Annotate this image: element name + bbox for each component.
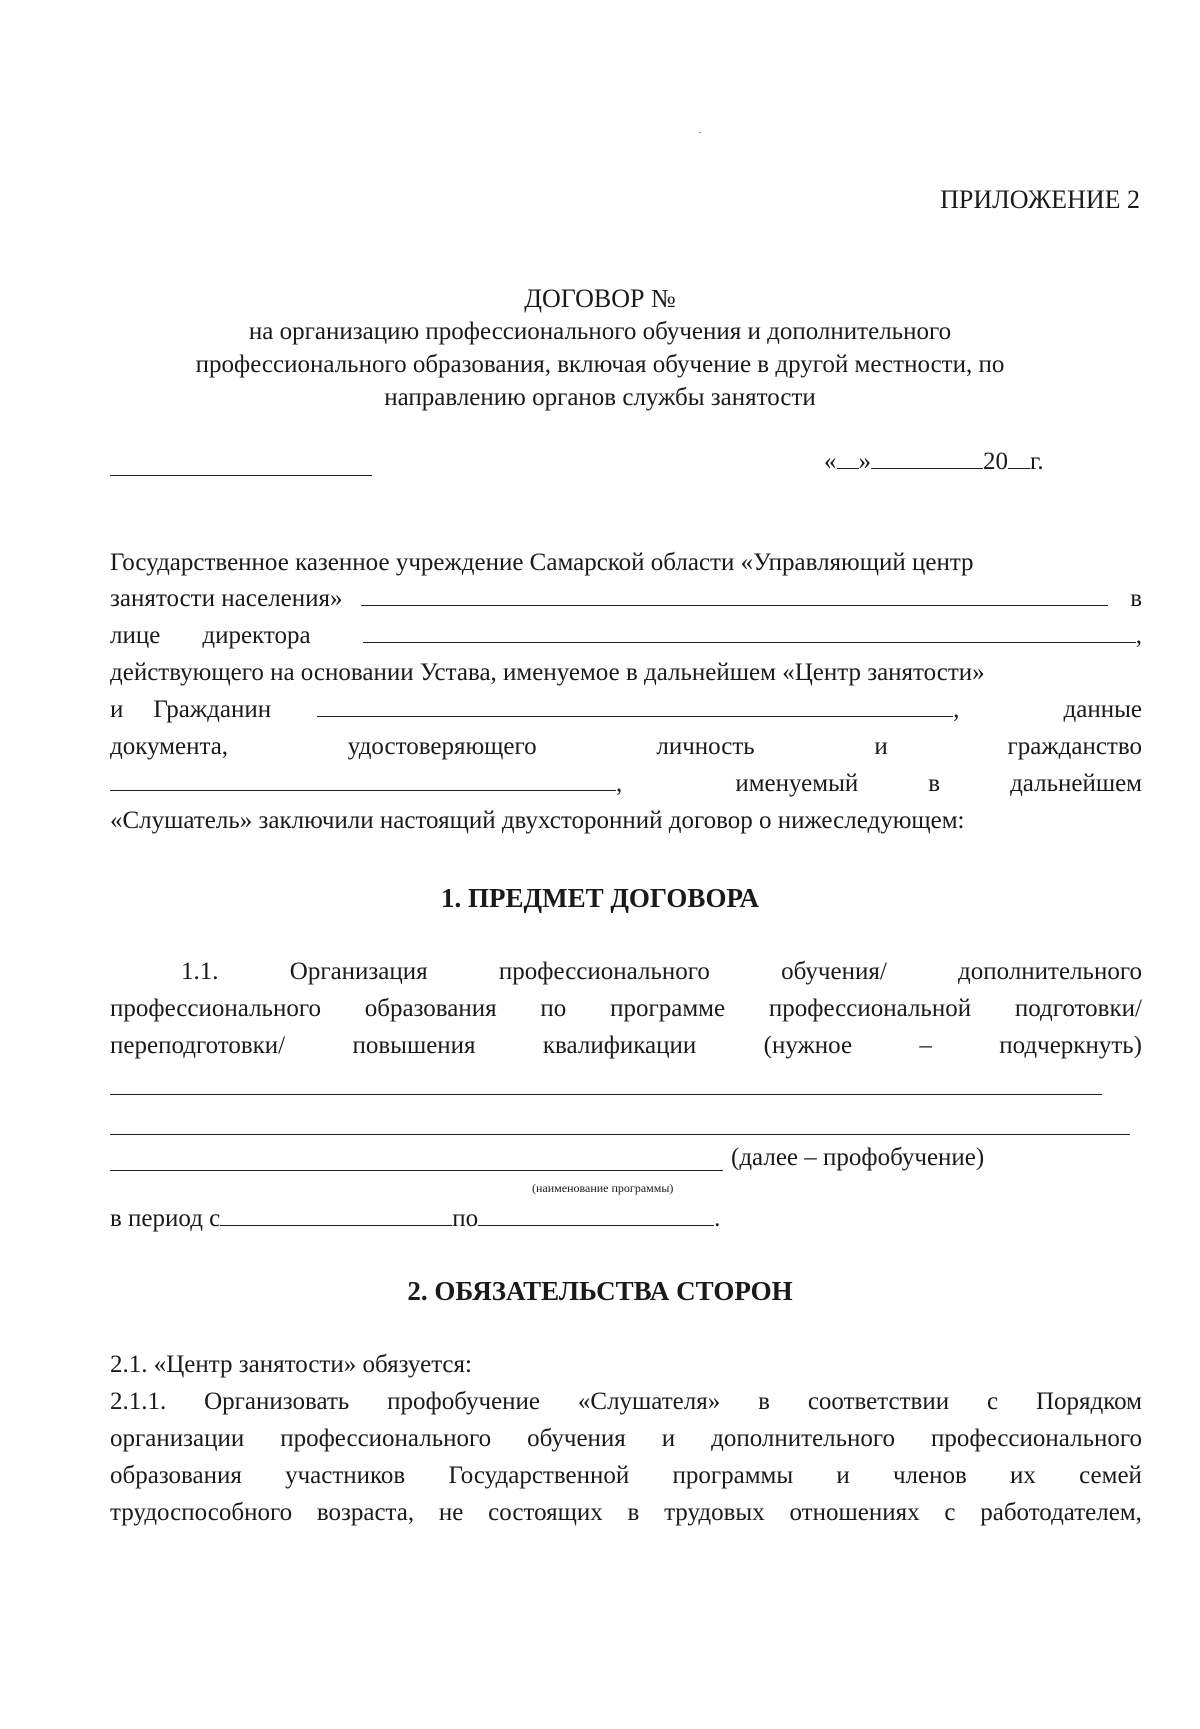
director-name-blank[interactable] [363,624,1136,643]
clause-text: подчеркнуть) [999,1032,1142,1059]
clause-text: обучения [527,1425,626,1452]
preamble-text: и [110,696,124,723]
period-line [110,1205,720,1233]
clause-text: работодателем, [980,1499,1142,1526]
period-from-label: в период с [110,1205,221,1232]
date-line [824,448,1044,476]
preamble-text: личность [656,733,755,760]
clause-2-1-1-line-4 [110,1499,1142,1527]
hereinafter-training-label: (далее – профобучение) [731,1144,985,1171]
clause-text: образования [364,995,497,1022]
preamble-line-1 [110,549,1142,577]
preamble-text: занятости населения» [110,585,343,612]
program-name-blank-1[interactable] [110,1094,1102,1095]
clause-text: квалификации [542,1032,697,1059]
clause-text: с [986,1388,999,1415]
preamble-line-8 [110,807,1142,835]
period-start-blank[interactable] [220,1207,452,1226]
month-blank[interactable] [871,450,983,469]
clause-text: и [836,1462,850,1489]
scan-speck [699,132,701,133]
clause-text: членов [892,1462,967,1489]
year-suffix: г. [1030,448,1044,475]
preamble-line-5 [110,696,1142,724]
clause-text: состоящих [488,1499,603,1526]
clause-text: образования [110,1462,242,1489]
preamble-line-6 [110,733,1142,761]
preamble-text: лице [110,622,161,649]
date-close-quote: » [858,448,871,475]
clause-text: по [540,995,567,1022]
clause-1-1-line-2 [110,995,1142,1023]
preamble-line-7 [110,770,1142,798]
clause-text: программе [610,995,726,1022]
date-open-quote: « [824,448,837,475]
clause-1-1-line-1 [181,958,1142,986]
clause-1-1-line-3 [110,1032,1142,1060]
preamble-line-3 [110,622,1142,650]
preamble-text: Государственное казенное учреждение Самарской области «Управляющий центр [110,549,974,576]
clause-text: профессионального [280,1425,492,1452]
clause-text: семей [1079,1462,1142,1489]
clause-text: в [627,1499,640,1526]
preamble-text: действующего на основании Устава, именуемое в дальнейшем «Центр занятости» [110,659,985,686]
preamble-text: директора [202,622,311,649]
clause-text: трудоспособного [110,1499,293,1526]
section-1-heading: 1. ПРЕДМЕТ ДОГОВОРА [441,883,759,913]
clause-text: Порядком [1035,1388,1142,1415]
clause-text: (нужное [763,1032,853,1059]
clause-text: профессиональной [768,995,972,1022]
clause-text: участников [285,1462,406,1489]
year-prefix: 20 [983,448,1008,475]
citizenship-blank[interactable] [110,772,616,791]
preamble-text: и [874,733,888,760]
section-2-heading: 2. ОБЯЗАТЕЛЬСТВА СТОРОН [407,1276,793,1306]
clause-text: профессионального [110,995,321,1022]
clause-text: Организация [289,958,428,985]
preamble-text: гражданство [1007,733,1142,760]
preamble-text: дальнейшем [1010,770,1142,797]
clause-text: 1.1. [181,958,219,985]
clause-text: трудовых [664,1499,765,1526]
contract-subtitle-line-1: на организацию профессионального обучения и дополнительного [248,318,952,345]
clause-text: 2.1.1. [110,1388,167,1415]
preamble-text: , [1135,622,1142,649]
preamble-text: , [616,770,623,797]
preamble-text: именуемый [735,770,859,797]
preamble-text: документа, [110,733,229,760]
clause-text: дополнительного [711,1425,896,1452]
clause-text: – [919,1032,932,1059]
clause-text: профессионального [931,1425,1142,1452]
clause-text: с [944,1499,956,1526]
clause-text: обучения/ [781,958,887,985]
clause-text: возраста, [316,1499,415,1526]
preamble-text: удостоверяющего [347,733,537,760]
clause-text: организации [110,1425,245,1452]
clause-text: Государственной [448,1462,630,1489]
clause-2-1: 2.1. «Центр занятости» обязуется: [110,1351,472,1378]
clause-text: не [438,1499,464,1526]
clause-text: и [661,1425,676,1452]
employment-center-blank[interactable] [361,587,1109,606]
contract-subtitle-line-2: профессионального образования, включая обучение в другой местности, по [195,351,1005,378]
clause-2-1-1-line-1 [110,1388,1142,1416]
clause-text: соответствии [807,1388,950,1415]
preamble-text: в [928,770,941,797]
preamble-text: данные [1063,696,1142,723]
clause-2-1-1-line-2 [110,1425,1142,1453]
preamble-text: «Слушатель» заключили настоящий двухсторонний договор о нижеследующем: [110,807,965,834]
period-end-blank[interactable] [478,1207,714,1226]
preamble-line-4 [110,659,1142,687]
clause-text: профобучение [387,1388,541,1415]
clause-text: Организовать [204,1388,350,1415]
program-name-caption: (наименование программы) [532,1181,674,1195]
citizen-name-blank[interactable] [317,698,953,717]
clause-text: повышения [352,1032,476,1059]
clause-text: профессионального [498,958,710,985]
preamble-text: , [953,696,960,723]
year-blank[interactable] [1008,450,1030,469]
clause-text: подготовки/ [1014,995,1142,1022]
clause-text: отношениях [789,1499,920,1526]
day-blank[interactable] [837,450,859,469]
preamble-text: в [1130,585,1142,612]
clause-text: в [758,1388,770,1415]
preamble-line-2 [110,585,1142,613]
clause-2-1-1-line-3 [110,1462,1142,1490]
contract-title: ДОГОВОР № [524,284,676,313]
clause-text: «Слушателя» [577,1388,721,1415]
appendix-label: ПРИЛОЖЕНИЕ 2 [940,185,1140,214]
clause-text: дополнительного [958,958,1142,985]
period-end-dot: . [714,1205,721,1232]
contract-subtitle-line-3: направлению органов службы занятости [384,384,816,411]
clause-text: программы [672,1462,794,1489]
program-name-blank-3[interactable] [110,1170,723,1171]
clause-text: переподготовки/ [110,1032,286,1059]
period-to-label: по [452,1205,479,1232]
preamble-text: Гражданин [153,696,272,723]
program-name-blank-2[interactable] [110,1134,1130,1135]
clause-text: их [1010,1462,1036,1489]
place-blank[interactable] [110,475,372,476]
